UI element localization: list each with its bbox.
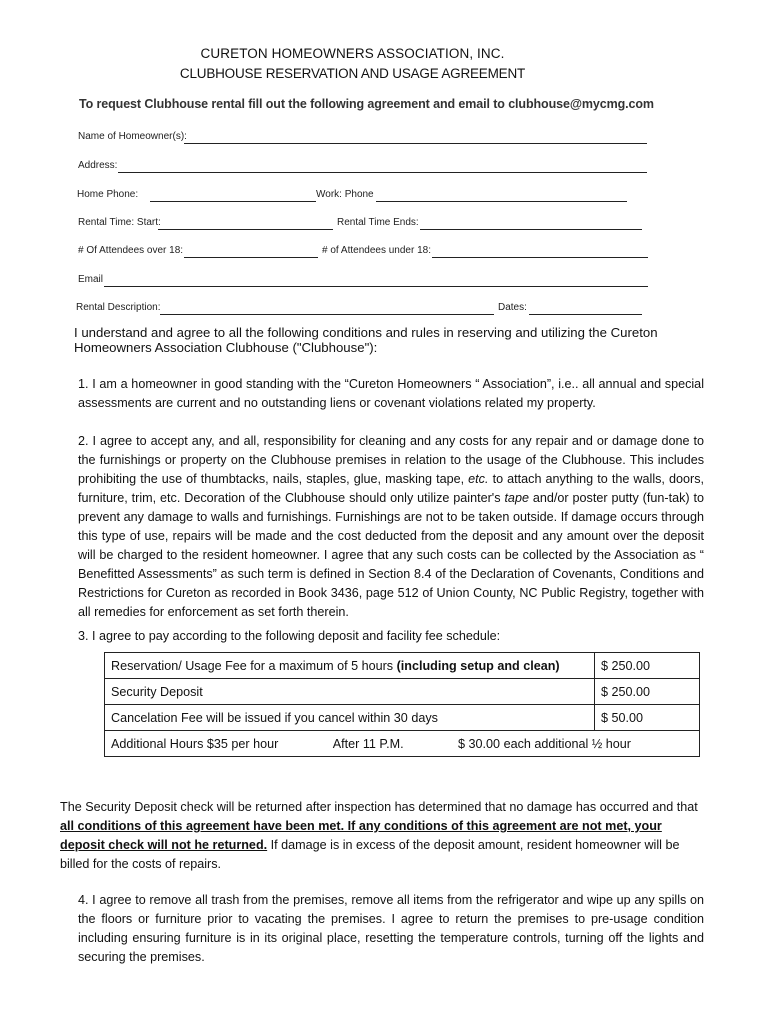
work-phone-label: Work: Phone: [316, 189, 374, 200]
description-label: Rental Description:: [76, 302, 161, 313]
table-row: [105, 705, 700, 731]
fee-label-cancel: Cancelation Fee will be issued if you cancel within 30 days: [105, 705, 595, 731]
attendees-over-label: # Of Attendees over 18:: [78, 245, 184, 256]
home-phone-label: Home Phone:: [77, 189, 139, 200]
name-label: Name of Homeowner(s):: [78, 131, 187, 142]
attendees-under-label: # of Attendees under 18:: [322, 245, 431, 256]
rental-start-label: Rental Time: Start:: [78, 217, 161, 228]
email-label: Email: [78, 274, 104, 285]
rental-end-field[interactable]: [420, 229, 642, 230]
security-deposit-note: [60, 798, 705, 874]
attendees-under-field[interactable]: [432, 257, 648, 258]
deposit-text-d: If damage is in excess of the deposit amount, resident homeowner will be billed for the costs of repairs.: [60, 838, 680, 871]
condition-2-text-a: 2. I agree to accept any, and all, responsibility for cleaning and any costs for any repair and or damage done to the furnishings or property on the Clubhouse premises in relation to the usage of the Clubhouse. This includes prohibiting the use of thumbtacks, nails, staples, glue, masking tape,: [78, 434, 704, 486]
fee-amount-deposit: $ 250.00: [595, 679, 700, 705]
condition-1: 1. I am a homeowner in good standing with the “Cureton Homeowners “ Association”, i.e.. all annual and special assessments are current and no outstanding liens or covenant violations related my property.: [78, 377, 704, 410]
usage-fee-note: (including setup and clean): [396, 658, 560, 673]
usage-fee-text: Reservation/ Usage Fee for a maximum of 5 hours: [111, 658, 397, 673]
work-phone-field[interactable]: [376, 201, 627, 202]
fee-label-deposit: Security Deposit: [105, 679, 595, 705]
address-label: Address:: [78, 160, 118, 171]
table-row: [105, 653, 700, 679]
agreement-intro: I understand and agree to all the following conditions and rules in reserving and utilizing the Cureton Homeowners Association Clubhouse ("Clubhouse"):: [74, 325, 658, 355]
request-instructions: To request Clubhouse rental fill out the following agreement and email to clubhouse@mycmg.com: [79, 97, 654, 111]
additional-hours-rate: Additional Hours $35 per hour: [111, 736, 279, 751]
condition-2-etc: etc.: [468, 472, 489, 486]
deposit-text-a: The Security Deposit check will be returned after inspection has determined that no damage has occurred and that: [60, 800, 698, 814]
condition-2-tape: tape: [504, 491, 529, 505]
deposit-text-b: all conditions of this agreement have been met. If any conditions of this agreement are not met, your: [60, 819, 662, 833]
dates-label: Dates:: [498, 302, 527, 313]
additional-hours-after: After 11 P.M.: [332, 736, 404, 751]
deposit-text-c: deposit check will not he returned.: [60, 838, 268, 852]
attendees-over-field[interactable]: [184, 257, 318, 258]
dates-field[interactable]: [529, 314, 642, 315]
additional-hours-half: $ 30.00 each additional ½ hour: [458, 736, 631, 751]
table-row: [105, 679, 700, 705]
fee-amount-usage: $ 250.00: [595, 653, 700, 679]
condition-2-text-b: to attach anything to the walls, doors, furniture, trim, etc. Decoration of the Clubhouse should only utilize painter's: [78, 472, 704, 505]
rental-end-label: Rental Time Ends:: [337, 217, 419, 228]
fee-schedule-table: [104, 652, 700, 757]
fee-amount-cancel: $ 50.00: [595, 705, 700, 731]
condition-2: [78, 432, 704, 622]
condition-3: 3. I agree to pay according to the following deposit and facility fee schedule:: [78, 629, 501, 643]
condition-4: 4. I agree to remove all trash from the premises, remove all items from the refrigerator and wipe up any spills on the floors or furniture prior to vacating the premises. I agree to return the premises to pre-usage condition including ensuring furniture is in its original place, resetting the temperature controls, turning off the lights and securing the premises.: [78, 893, 704, 964]
condition-2-text-c: and/or poster putty (fun-tak) to prevent any damage to walls and furnishings. Furnishings are not to be taken outside. If damage occurs through this type of use, repairs will be made and the cost deducted from the deposit and any amount over the deposit will be charged to the resident homeowner. I agree that any such costs can be collected by the Association as “ Benefitted Assessments” as such term is defined in Section 8.4 of the Declaration of Covenants, Conditions and Restrictions for Cureton as recorded in Book 3436, page 512 of Union County, NC Public Registry, together with all remedies for enforcement as set forth therein.: [78, 491, 704, 619]
description-field[interactable]: [160, 314, 494, 315]
rental-start-field[interactable]: [158, 229, 333, 230]
home-phone-field[interactable]: [150, 201, 316, 202]
fee-label-usage: [105, 653, 595, 679]
org-name: CURETON HOMEOWNERS ASSOCIATION, INC.: [200, 46, 505, 61]
fee-additional-hours: [105, 731, 700, 757]
name-field[interactable]: [184, 143, 647, 144]
email-field[interactable]: [104, 286, 648, 287]
address-field[interactable]: [118, 172, 647, 173]
page-title: CLUBHOUSE RESERVATION AND USAGE AGREEMENT: [179, 66, 526, 81]
table-row: [105, 731, 700, 757]
